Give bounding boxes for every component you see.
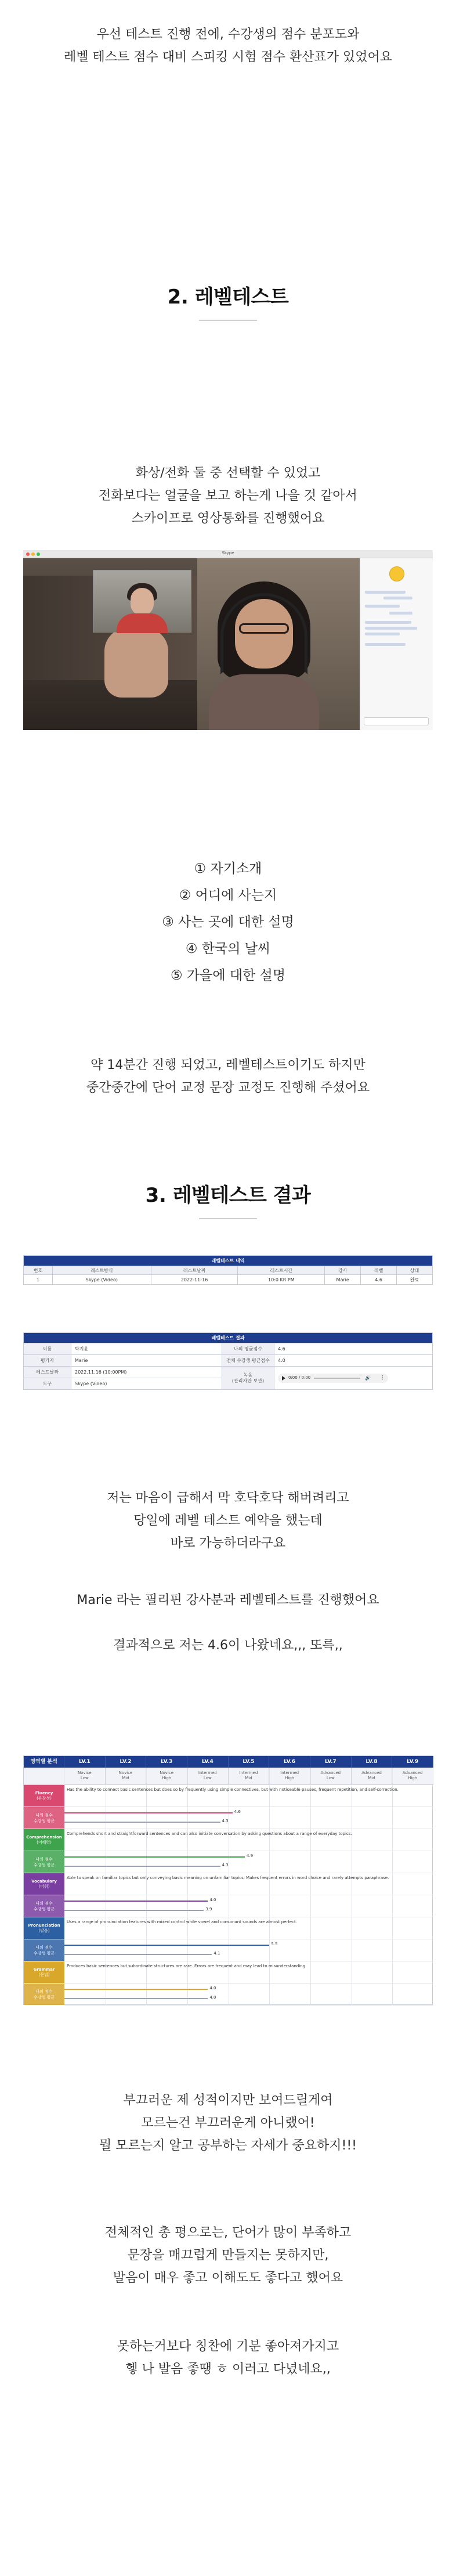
matrix-level-header: LV.9 [392, 1756, 433, 1768]
my-score-bar [64, 1856, 245, 1858]
video-window-title: Skype [222, 551, 234, 555]
skill-description: Uses a range of pronunciation features with mixed control while vowel and consonant sounds are almost perfect. [64, 1917, 433, 1939]
result-label: 나의 평균점수 [222, 1343, 274, 1355]
my-score-label: 나의 점수 수강생 평균 [24, 1939, 64, 1961]
matrix-sublevel-header: Advanced Low [310, 1768, 352, 1785]
history-cell: 완료 [397, 1275, 433, 1285]
video-call-screenshot [23, 550, 433, 730]
result-table-caption: 레벨테스트 결과 [24, 1333, 433, 1343]
history-col-header: 레스트날짜 [151, 1266, 238, 1275]
result-comment-c [0, 1634, 456, 1657]
skill-category-label [24, 1873, 64, 1895]
section-heading-level-test: 2. 레벨테스트 [167, 286, 289, 309]
result-label: 평가자 [24, 1355, 71, 1367]
closing-line: 전체적인 총 평으로는, 단어가 많이 부족하고 [104, 2225, 352, 2240]
closing-line: 못하는거보다 칭찬에 기분 좋아져가지고 [117, 2339, 339, 2354]
skill-score-matrix [23, 1755, 433, 2005]
comment-line: Marie 라는 필리핀 강사분과 레벨테스트를 진행했어요 [77, 1593, 379, 1607]
my-score-value: 4.0 [209, 1898, 216, 1902]
audio-player[interactable] [278, 1374, 388, 1383]
history-table-caption: 레벨테스트 내역 [24, 1256, 433, 1266]
level-test-intro-line: 전화보다는 얼굴을 보고 하는게 나을 것 같아서 [99, 489, 357, 503]
history-cell: 1 [24, 1275, 53, 1285]
average-score-value: 4.0 [209, 1995, 216, 2000]
history-cell: Skype (Video) [52, 1275, 151, 1285]
result-value: Skype (Video) [71, 1378, 222, 1390]
average-score-bar [64, 1998, 208, 1999]
step-item: ① 자기소개 [194, 861, 262, 876]
skill-korean-name: (발음) [38, 1928, 50, 1933]
test-result-table [23, 1332, 433, 1390]
intro-line: 우선 테스트 진행 전에, 수강생의 점수 분포도와 [96, 27, 360, 42]
skill-name: Grammar [33, 1967, 55, 1972]
matrix-level-header: LV.6 [269, 1756, 310, 1768]
result-label: 녹음 (관리자만 보관) [222, 1367, 274, 1390]
skill-description: Able to speak on familiar topics but only conveying basic meaning on unfamiliar topics. Makes frequent errors in word choice and rarely attempts paraphrase. [64, 1873, 433, 1895]
matrix-sublevel-header: Intermed Mid [229, 1768, 270, 1785]
my-score-value: 4.9 [246, 1854, 254, 1858]
result-value: 2022.11.16 (10:00PM) [71, 1367, 222, 1378]
matrix-sublevel-header: Intermed High [269, 1768, 310, 1785]
play-icon[interactable] [282, 1376, 285, 1381]
more-options-icon[interactable]: ⋮ [380, 1374, 385, 1381]
section-heading-level-test-result: 3. 레벨테스트 결과 [145, 1184, 311, 1207]
skill-name: Pronunciation [28, 1923, 60, 1928]
skill-category-label [24, 1961, 64, 1984]
comment-line: 바로 가능하더라구요 [170, 1536, 286, 1551]
closing-paragraph-b [0, 2221, 456, 2289]
skill-description: Produces basic sentences but subordinate structures are rare. Errors are frequent and may lead to misunderstanding. [64, 1961, 433, 1984]
chat-input[interactable] [364, 717, 429, 725]
step-item: ⑤ 가을에 대한 설명 [170, 968, 286, 983]
my-score-value: 4.6 [234, 1809, 241, 1814]
result-value: 4.6 [274, 1343, 433, 1355]
level-test-outro-line: 약 14분간 진행 되었고, 레벨테스트이기도 하지만 [91, 1058, 365, 1072]
player-time: 0:00 / 0:00 [288, 1375, 311, 1380]
my-score-label: 나의 점수 수강생 평균 [24, 1895, 64, 1917]
test-history-table [23, 1255, 433, 1285]
average-score-bar [64, 1954, 212, 1955]
closing-line: 문장을 매끄럽게 만들지는 못하지만, [127, 2248, 329, 2263]
level-test-intro-line: 화상/전화 둘 중 선택할 수 있었고 [135, 466, 321, 480]
matrix-level-header: LV.1 [64, 1756, 106, 1768]
closing-paragraph-a [0, 2089, 456, 2157]
average-score-value: 3.9 [205, 1907, 212, 1912]
skill-korean-name: (이해력) [37, 1840, 52, 1845]
result-label: 테스트날짜 [24, 1367, 71, 1378]
my-score-bar [64, 1989, 208, 1990]
skill-category-label [24, 1829, 64, 1851]
teacher-video [209, 581, 319, 730]
matrix-sublevel-header: Novice High [146, 1768, 187, 1785]
skill-korean-name: (문법) [38, 1972, 50, 1977]
skill-category-label [24, 1917, 64, 1939]
result-label: 이름 [24, 1343, 71, 1355]
result-comment-a [0, 1487, 456, 1555]
level-test-outro-line: 중간중간에 단어 교정 문장 교정도 진행해 주셨어요 [86, 1081, 370, 1095]
result-value: Marie [71, 1355, 222, 1367]
video-window-titlebar [23, 550, 433, 558]
intro-paragraph [0, 23, 456, 68]
matrix-level-header: LV.2 [106, 1756, 147, 1768]
my-score-bar [64, 1812, 233, 1813]
closing-paragraph-c [0, 2335, 456, 2380]
comment-line: 저는 마음이 급해서 막 호닥호닥 해버려리고 [107, 1491, 349, 1505]
skill-score-bars [64, 1939, 433, 1961]
history-cell: 10:0 KR PM [238, 1275, 325, 1285]
recording-player-cell [274, 1367, 433, 1390]
test-steps-list [0, 855, 456, 989]
skill-score-bars [64, 1984, 433, 2006]
level-test-outro [0, 1054, 456, 1099]
result-value: 박지윤 [71, 1343, 222, 1355]
result-label: 전체 수강생 평균점수 [222, 1355, 274, 1367]
my-score-value: 5.5 [271, 1942, 278, 1946]
history-col-header: 번호 [24, 1266, 53, 1275]
history-col-header: 레스트방식 [52, 1266, 151, 1275]
matrix-level-header: LV.3 [146, 1756, 187, 1768]
skill-description: Has the ability to connect basic sentences but does so by frequently using simple connectives, but with noticeable pauses, frequent repetition, and self-correction. [64, 1785, 433, 1807]
step-item: ② 어디에 사는지 [179, 888, 277, 903]
my-score-label: 나의 점수 수강생 평균 [24, 1851, 64, 1873]
skill-score-bars [64, 1851, 433, 1873]
history-col-header: 강사 [325, 1266, 361, 1275]
headset-icon [220, 593, 307, 674]
history-cell: 2022-11-16 [151, 1275, 238, 1285]
heading-divider [199, 320, 257, 321]
matrix-level-header: LV.7 [310, 1756, 352, 1768]
skill-score-bars [64, 1895, 433, 1917]
result-value: 4.0 [274, 1355, 433, 1367]
closing-line: 부끄러운 제 성적이지만 보여드릴게여 [123, 2093, 333, 2108]
result-comment-b [0, 1589, 456, 1612]
comment-line: 결과적으로 저는 4.6이 나왔네요,,, 또륵,, [113, 1638, 343, 1653]
matrix-sublevel-header: Intermed Low [187, 1768, 229, 1785]
matrix-sublevel-header: Novice Low [64, 1768, 106, 1785]
average-score-value: 4.3 [222, 1819, 229, 1823]
history-col-header: 레벨 [361, 1266, 397, 1275]
teacher-hand [104, 628, 168, 698]
skill-name: Vocabulary [31, 1878, 57, 1884]
history-cell: 4.6 [361, 1275, 397, 1285]
matrix-level-header: LV.8 [352, 1756, 393, 1768]
closing-line: 발음이 매우 좋고 이해도도 좋다고 했어요 [113, 2271, 343, 2285]
average-score-bar [64, 1822, 220, 1823]
player-seek-bar[interactable] [314, 1378, 360, 1379]
smiley-emoji-icon [389, 566, 404, 581]
skill-korean-name: (유창성) [37, 1795, 52, 1801]
comment-line: 당일에 레벨 테스트 예약을 했는데 [133, 1513, 323, 1528]
closing-line: 뭘 모르는지 알고 공부하는 자세가 중요하지!!! [99, 2138, 357, 2153]
self-view-pip [93, 570, 191, 633]
skill-korean-name: (어휘) [38, 1884, 50, 1889]
average-score-bar [64, 1910, 204, 1911]
history-col-header: 상태 [397, 1266, 433, 1275]
level-test-intro-line: 스카이프로 영상통화를 진행했어요 [131, 511, 325, 526]
matrix-level-header: LV.5 [229, 1756, 270, 1768]
table-row [24, 1275, 433, 1285]
history-col-header: 레스트시간 [238, 1266, 325, 1275]
video-feed [23, 558, 360, 730]
my-score-label: 나의 점수 수강생 평균 [24, 1807, 64, 1829]
skill-name: Comprehension [26, 1834, 62, 1840]
my-score-value: 4.0 [209, 1986, 216, 1990]
my-score-bar [64, 1945, 269, 1946]
matrix-level-header: LV.4 [187, 1756, 229, 1768]
step-item: ④ 한국의 날씨 [185, 941, 271, 956]
skill-description: Comprehends short and straightforward sentences and can also initiate conversation by asking questions about a range of everyday topics. [64, 1829, 433, 1851]
matrix-sublevel-header: Advanced High [392, 1768, 433, 1785]
skill-category-label [24, 1785, 64, 1807]
intro-line: 레벨 테스트 점수 대비 스피킹 시험 점수 환산표가 있었어요 [64, 50, 392, 64]
average-score-value: 4.3 [222, 1863, 229, 1867]
result-label: 도구 [24, 1378, 71, 1390]
my-score-label: 나의 점수 수강생 평균 [24, 1984, 64, 2006]
average-score-value: 4.1 [213, 1951, 220, 1956]
chat-panel [360, 558, 433, 730]
matrix-sublevel-header: Advanced Mid [352, 1768, 393, 1785]
closing-line: 모르는건 부끄러운게 아니랬어! [141, 2116, 315, 2130]
matrix-corner: 영역별 분석 [24, 1756, 64, 1768]
skill-name: Fluency [35, 1790, 53, 1795]
step-item: ③ 사는 곳에 대한 설명 [162, 915, 294, 930]
level-test-intro [0, 462, 456, 530]
matrix-sublevel-header: Novice Mid [106, 1768, 147, 1785]
my-score-bar [64, 1901, 208, 1902]
volume-icon[interactable]: 🔊 [365, 1375, 371, 1381]
closing-line: 헿 나 발음 좋땡 ㅎ 이러고 다녔네요,, [125, 2362, 331, 2376]
matrix-corner-sub [24, 1768, 64, 1785]
history-cell: Marie [325, 1275, 361, 1285]
heading-divider [199, 1218, 257, 1219]
skill-score-bars [64, 1807, 433, 1829]
average-score-bar [64, 1866, 220, 1867]
